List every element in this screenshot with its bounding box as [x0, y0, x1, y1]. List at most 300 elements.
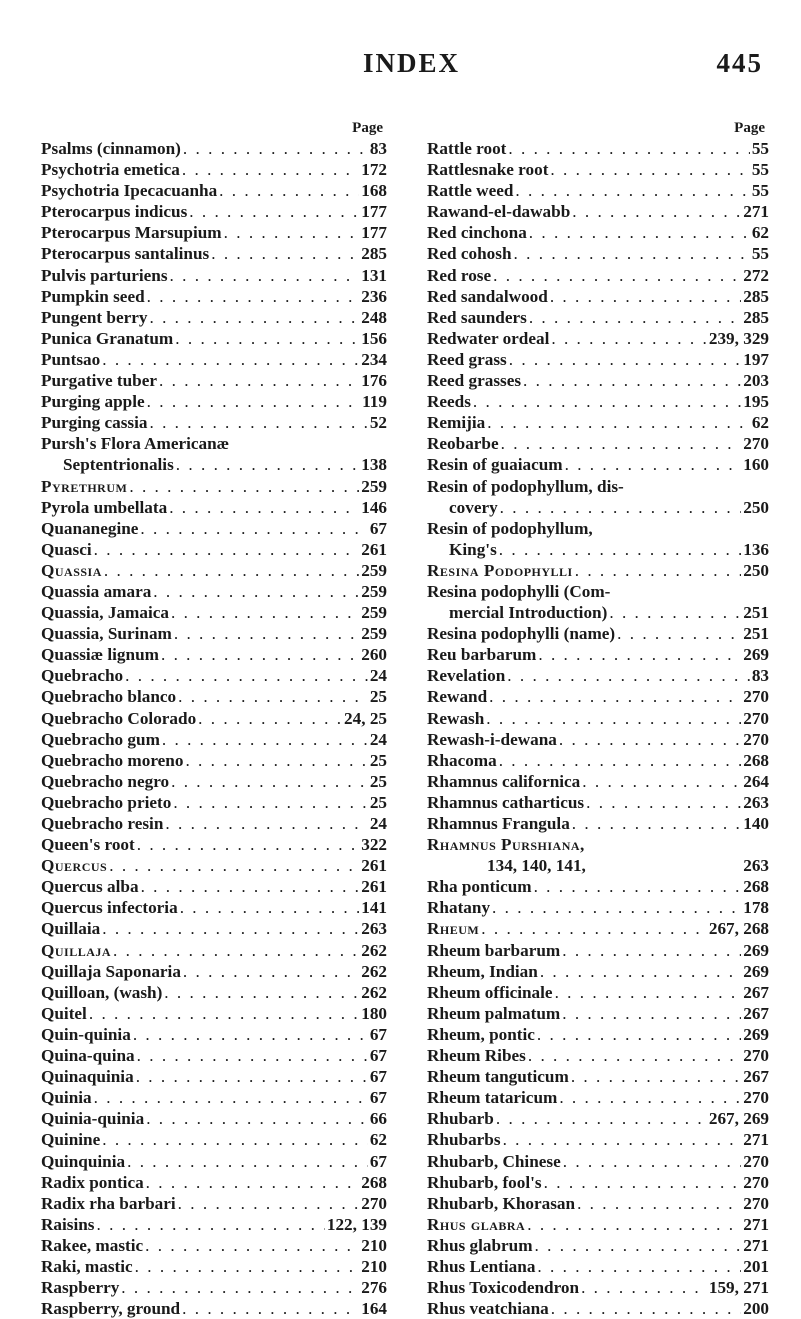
dot-leader	[145, 1235, 359, 1256]
entry-term: Redwater ordeal	[427, 328, 550, 348]
entry-term: Psalms (cinnamon)	[41, 139, 181, 158]
dot-leader	[102, 1129, 368, 1150]
entry-page-ref: 271	[743, 202, 769, 222]
entry-page-ref: 270	[743, 1172, 769, 1192]
entry-page-ref: 67	[369, 1046, 387, 1066]
dot-leader	[550, 286, 741, 307]
dot-leader	[102, 918, 359, 939]
index-entry	[427, 159, 769, 180]
index-entry	[427, 433, 769, 454]
entry-page-ref: 24	[369, 666, 387, 686]
entry-term: Reeds	[427, 392, 471, 412]
index-entry	[427, 265, 769, 286]
index-column-left	[41, 118, 387, 1319]
entry-term: covery	[449, 497, 498, 517]
entry-page-ref: 272	[743, 265, 769, 285]
dot-leader	[559, 729, 741, 750]
index-entry	[427, 644, 769, 665]
index-entry	[427, 876, 769, 897]
entry-term: Purging apple	[41, 392, 145, 412]
index-entry	[41, 665, 387, 686]
index-entry	[41, 391, 387, 412]
index-entry	[41, 138, 387, 159]
entry-term: Rheum, Indian	[427, 961, 538, 981]
index-entry	[427, 560, 769, 581]
index-entry	[41, 1087, 387, 1108]
dot-leader	[174, 623, 359, 644]
entry-term: Punica Granatum	[41, 328, 174, 348]
entry-term: Rattle weed	[427, 181, 514, 201]
entry-page-ref: 270	[743, 1151, 769, 1171]
dot-leader	[97, 1214, 325, 1235]
entry-term: Rheum, pontic	[427, 1024, 535, 1044]
entry-page-ref: 55	[751, 244, 769, 264]
entry-term: Psychotria Ipecacuanha	[41, 181, 218, 201]
entry-page-ref: 67	[369, 1067, 387, 1087]
dot-leader	[528, 1045, 741, 1066]
dot-leader	[182, 159, 359, 180]
dot-leader	[550, 159, 749, 180]
index-entry	[427, 1087, 769, 1108]
entry-page-ref: 267	[743, 1003, 769, 1023]
dot-leader	[162, 729, 368, 750]
index-entries-left	[41, 138, 387, 1319]
index-entry	[41, 1235, 387, 1256]
dot-leader	[141, 876, 360, 897]
entry-term: Purgative tuber	[41, 371, 157, 391]
index-entry	[41, 813, 387, 834]
entry-page-ref: 285	[361, 244, 387, 264]
dot-leader	[224, 222, 360, 243]
entry-term: Rattle root	[427, 139, 507, 158]
index-entry	[41, 476, 387, 497]
entry-term: Reed grasses	[427, 371, 522, 391]
entry-page-ref: 285	[743, 307, 769, 327]
entry-page-ref: 270	[743, 1088, 769, 1108]
entry-term: Reu barbarum	[427, 645, 537, 665]
entry-page-ref: 25	[369, 792, 387, 812]
dot-leader	[173, 792, 367, 813]
entry-term: Quassia, Surinam	[41, 624, 172, 644]
index-entry	[41, 1298, 387, 1319]
entry-page-ref: 180	[361, 1003, 387, 1023]
entry-page-ref: 259	[361, 560, 387, 580]
entry-term: Quinia	[41, 1088, 92, 1108]
entry-term: Quin-quinia	[41, 1024, 131, 1044]
entry-term: Rheum tataricum	[427, 1088, 558, 1108]
dot-leader	[137, 834, 359, 855]
index-entry	[427, 918, 769, 939]
index-entry	[41, 1045, 387, 1066]
entry-page-ref: 259	[361, 476, 387, 496]
entry-term: Purging cassia	[41, 413, 148, 433]
entry-page-ref: 268	[743, 877, 769, 897]
dot-leader	[171, 771, 368, 792]
index-entry	[427, 855, 769, 876]
dot-leader	[493, 265, 741, 286]
entry-term: Quina-quina	[41, 1046, 135, 1066]
entry-page-ref: 177	[361, 202, 387, 222]
entry-term: Septentrionalis	[63, 455, 174, 475]
index-entry	[427, 454, 769, 475]
dot-leader	[147, 391, 361, 412]
entry-term: Quananegine	[41, 518, 139, 538]
dot-leader	[211, 243, 359, 264]
index-entry	[427, 708, 769, 729]
entry-term: Rhus Lentiana	[427, 1256, 536, 1276]
entry-page-ref: 55	[751, 139, 769, 158]
dot-leader	[487, 412, 750, 433]
index-entry	[41, 771, 387, 792]
index-entry	[41, 159, 387, 180]
entry-page-ref: 270	[743, 1193, 769, 1213]
entry-term: Quinaquinia	[41, 1067, 134, 1087]
dot-leader	[189, 201, 359, 222]
dot-leader	[544, 1172, 742, 1193]
dot-leader	[153, 581, 359, 602]
entry-page-ref: 259	[361, 603, 387, 623]
index-entry	[41, 834, 387, 855]
entry-term: Rheum tanguticum	[427, 1067, 569, 1087]
dot-leader	[609, 602, 741, 623]
dot-leader	[125, 665, 368, 686]
entry-page-ref: 66	[369, 1109, 387, 1129]
dot-leader	[500, 497, 742, 518]
dot-leader	[127, 1151, 368, 1172]
entry-term: Rakee, mastic	[41, 1235, 144, 1255]
entry-term: Rheum Ribes	[427, 1046, 526, 1066]
index-entry	[427, 1256, 769, 1277]
dot-leader	[104, 560, 359, 581]
entry-term: Rhubarbs	[427, 1130, 501, 1150]
dot-leader	[581, 1277, 707, 1298]
dot-leader	[551, 328, 706, 349]
index-entry	[427, 1235, 769, 1256]
dot-leader	[508, 138, 749, 159]
dot-leader	[577, 1193, 741, 1214]
entry-term: Revelation	[427, 666, 506, 686]
entry-page-ref: 24	[369, 814, 387, 833]
index-entry	[41, 1277, 387, 1298]
entry-term: Rheum	[427, 919, 480, 939]
entry-term: Pungent berry	[41, 307, 148, 327]
index-entry	[41, 1066, 387, 1087]
index-entry	[427, 771, 769, 792]
index-entry	[427, 623, 769, 644]
index-entry	[41, 940, 387, 961]
dot-leader	[565, 454, 742, 475]
dot-leader	[121, 1277, 359, 1298]
dot-leader	[499, 750, 742, 771]
index-column-right	[427, 118, 769, 1319]
dot-leader	[113, 940, 359, 961]
entry-term: Rhamnus catharticus	[427, 792, 585, 812]
entry-page-ref: 267	[743, 1067, 769, 1087]
index-entry	[41, 1108, 387, 1129]
dot-leader	[559, 1087, 741, 1108]
index-entry	[427, 497, 769, 518]
index-entry	[41, 644, 387, 665]
entry-term: Pursh's Flora Americanæ	[41, 434, 230, 454]
page-number: 445	[716, 48, 763, 78]
dot-leader	[175, 328, 359, 349]
index-entry	[427, 1066, 769, 1087]
entry-page-ref: 236	[361, 286, 387, 306]
index-entry	[41, 454, 387, 475]
entry-term: Remijia	[427, 413, 486, 433]
dot-leader	[219, 180, 359, 201]
dot-leader	[534, 876, 742, 897]
entry-term: Quassia	[41, 560, 102, 580]
entry-term: Quitel	[41, 1003, 87, 1023]
index-entry	[41, 539, 387, 560]
entry-term: Quercus infectoria	[41, 898, 178, 918]
entry-page-ref: 261	[361, 856, 387, 876]
entry-term: Quinine	[41, 1130, 101, 1150]
dot-leader	[178, 686, 368, 707]
index-entry	[427, 940, 769, 961]
entry-page-ref: 210	[361, 1235, 387, 1255]
entry-page-ref: 259	[361, 581, 387, 601]
entry-page-ref: 67	[369, 1024, 387, 1044]
index-entry	[41, 750, 387, 771]
entry-page-ref: 119	[362, 392, 387, 412]
index-entry	[41, 222, 387, 243]
entry-page-ref: 261	[361, 539, 387, 559]
index-entry	[427, 412, 769, 433]
entry-term: Rhamnus Frangula	[427, 814, 570, 833]
index-entry	[41, 518, 387, 539]
index-entry	[427, 307, 769, 328]
entry-page-ref: 178	[743, 898, 769, 918]
entry-page-ref: 122, 139	[326, 1214, 387, 1234]
entry-term: Red rose	[427, 265, 492, 285]
entry-page-ref: 62	[751, 413, 769, 433]
entry-page-ref: 267, 268	[708, 919, 769, 939]
entry-term: Resin of podophyllum, dis-	[427, 476, 624, 496]
index-entry	[427, 243, 769, 264]
entry-page-ref: 269	[743, 1024, 769, 1044]
entry-page-ref: 285	[743, 286, 769, 306]
entry-term: Radix rha barbari	[41, 1193, 176, 1213]
entry-term: Quebracho prieto	[41, 792, 172, 812]
entry-page-ref: 271	[743, 1235, 769, 1255]
index-entry	[41, 1256, 387, 1277]
entry-page-ref: 269	[743, 645, 769, 665]
entry-term: Pterocarpus indicus	[41, 202, 188, 222]
dot-leader	[109, 855, 359, 876]
entry-page-ref: 146	[361, 497, 387, 517]
dot-leader	[509, 349, 741, 370]
entry-page-ref: 62	[369, 1130, 387, 1150]
index-entry	[427, 476, 769, 497]
index-entry	[41, 201, 387, 222]
entry-term: Resin of guaiacum	[427, 455, 563, 475]
entry-page-ref: 276	[361, 1278, 387, 1298]
dot-leader	[575, 560, 741, 581]
dot-leader	[496, 1108, 707, 1129]
dot-leader	[551, 1298, 741, 1319]
entry-page-ref: 268	[743, 750, 769, 770]
dot-leader	[486, 708, 741, 729]
index-entry	[427, 750, 769, 771]
index-entry	[41, 792, 387, 813]
entry-term: Red sandalwood	[427, 286, 548, 306]
entry-page-ref: 248	[361, 307, 387, 327]
index-entry	[427, 1129, 769, 1150]
entry-page-ref: 160	[743, 455, 769, 475]
entry-page-ref: 25	[369, 750, 387, 770]
index-entry	[427, 180, 769, 201]
dot-leader	[183, 961, 359, 982]
index-entry	[41, 180, 387, 201]
entry-term: King's	[449, 539, 497, 559]
index-entry	[427, 897, 769, 918]
entry-term: Rewand	[427, 687, 488, 707]
dot-leader	[571, 1066, 741, 1087]
entry-page-ref: 138	[361, 455, 387, 475]
dot-leader	[182, 1298, 359, 1319]
running-title: INDEX	[363, 48, 461, 78]
entry-term: Reobarbe	[427, 434, 499, 454]
entry-term: Rewash-i-dewana	[427, 729, 557, 749]
entry-term: Rhacoma	[427, 750, 497, 770]
entry-term: Raki, mastic	[41, 1256, 133, 1276]
page-header	[0, 42, 801, 82]
entry-term: Rhubarb, Chinese	[427, 1151, 561, 1171]
dot-leader	[94, 539, 360, 560]
entry-term: Resin of podophyllum,	[427, 518, 593, 538]
index-entry	[427, 1003, 769, 1024]
entry-page-ref: 262	[361, 961, 387, 981]
entry-page-ref: 250	[743, 497, 769, 517]
entry-page-ref: 52	[369, 413, 387, 433]
index-entry	[41, 433, 387, 454]
dot-leader	[102, 349, 359, 370]
entry-page-ref: 262	[361, 940, 387, 960]
index-entry	[427, 834, 769, 855]
index-entry	[41, 581, 387, 602]
entry-term: Rhatany	[427, 898, 491, 918]
entry-page-ref: 164	[361, 1299, 387, 1319]
entry-page-ref: 270	[361, 1193, 387, 1213]
entry-page-ref: 67	[369, 518, 387, 538]
entry-page-ref: 55	[751, 160, 769, 180]
dot-leader	[499, 539, 741, 560]
entry-page-ref: 159, 271	[708, 1278, 769, 1298]
entry-term: Puntsao	[41, 349, 101, 369]
entry-term: Quillaja	[41, 940, 112, 960]
index-entry	[41, 708, 387, 729]
entry-page-ref: 136	[743, 539, 769, 559]
entry-page-ref: 172	[361, 160, 387, 180]
dot-leader	[582, 771, 741, 792]
entry-term: Rhus glabra	[427, 1214, 526, 1234]
dot-leader	[136, 1066, 368, 1087]
entry-page-ref: 251	[743, 603, 769, 623]
entry-page-ref: 210	[361, 1256, 387, 1276]
entry-term: Queen's root	[41, 835, 135, 855]
entry-page-ref: 55	[751, 181, 769, 201]
index-entry	[427, 1108, 769, 1129]
entry-page-ref: 25	[369, 687, 387, 707]
index-entry	[427, 1277, 769, 1298]
entry-page-ref: 270	[743, 1046, 769, 1066]
index-entry	[427, 539, 769, 560]
index-entry	[41, 560, 387, 581]
entry-term: Resina podophylli (Com-	[427, 581, 611, 601]
dot-leader	[555, 982, 742, 1003]
entry-term: Quebracho gum	[41, 729, 160, 749]
index-entry	[41, 1129, 387, 1150]
index-entry	[41, 897, 387, 918]
index-entry	[41, 961, 387, 982]
index-entry	[41, 412, 387, 433]
entry-page-ref: 262	[361, 982, 387, 1002]
entry-term: Resina podophylli (name)	[427, 624, 616, 644]
dot-leader	[489, 686, 741, 707]
index-entry	[41, 1193, 387, 1214]
dot-leader	[527, 1214, 741, 1235]
entry-page-ref: 250	[743, 560, 769, 580]
index-entry	[41, 1024, 387, 1045]
index-entry	[41, 982, 387, 1003]
entry-term: Quassiæ lignum	[41, 645, 159, 665]
entry-page-ref: 270	[743, 708, 769, 728]
dot-leader	[572, 201, 741, 222]
index-entry	[427, 201, 769, 222]
entry-term: Rhubarb, fool's	[427, 1172, 542, 1192]
entry-term: 134, 140, 141,	[487, 856, 586, 876]
dot-leader	[537, 1256, 741, 1277]
index-entry	[427, 961, 769, 982]
dot-leader	[146, 1108, 368, 1129]
index-entry	[427, 518, 769, 539]
dot-leader	[146, 1172, 360, 1193]
entry-page-ref: 264	[743, 771, 769, 791]
entry-page-ref: 269	[743, 940, 769, 960]
entry-term: Quebracho	[41, 666, 124, 686]
index-entry	[41, 686, 387, 707]
entry-page-ref: 271	[743, 1214, 769, 1234]
entry-term: Rha ponticum	[427, 877, 532, 897]
dot-leader	[562, 940, 741, 961]
entry-term: Reed grass	[427, 349, 507, 369]
index-entry	[41, 307, 387, 328]
entry-page-ref: 195	[743, 392, 769, 412]
entry-term: Rheum palmatum	[427, 1003, 561, 1023]
dot-leader	[515, 180, 749, 201]
dot-leader	[137, 1045, 368, 1066]
index-entry	[41, 729, 387, 750]
entry-page-ref: 234	[361, 349, 387, 369]
dot-leader	[501, 433, 742, 454]
entry-page-ref: 177	[361, 223, 387, 243]
index-entry	[427, 1298, 769, 1319]
dot-leader	[165, 813, 367, 834]
index-entry	[427, 729, 769, 750]
dot-leader	[185, 750, 367, 771]
entry-page-ref: 261	[361, 877, 387, 897]
dot-leader	[514, 243, 750, 264]
dot-leader	[481, 918, 707, 939]
dot-leader	[89, 1003, 359, 1024]
entry-page-ref: 260	[361, 645, 387, 665]
index-entry	[41, 876, 387, 897]
dot-leader	[161, 644, 359, 665]
entry-term: Quassia amara	[41, 581, 152, 601]
entry-page-ref: 259	[361, 624, 387, 644]
